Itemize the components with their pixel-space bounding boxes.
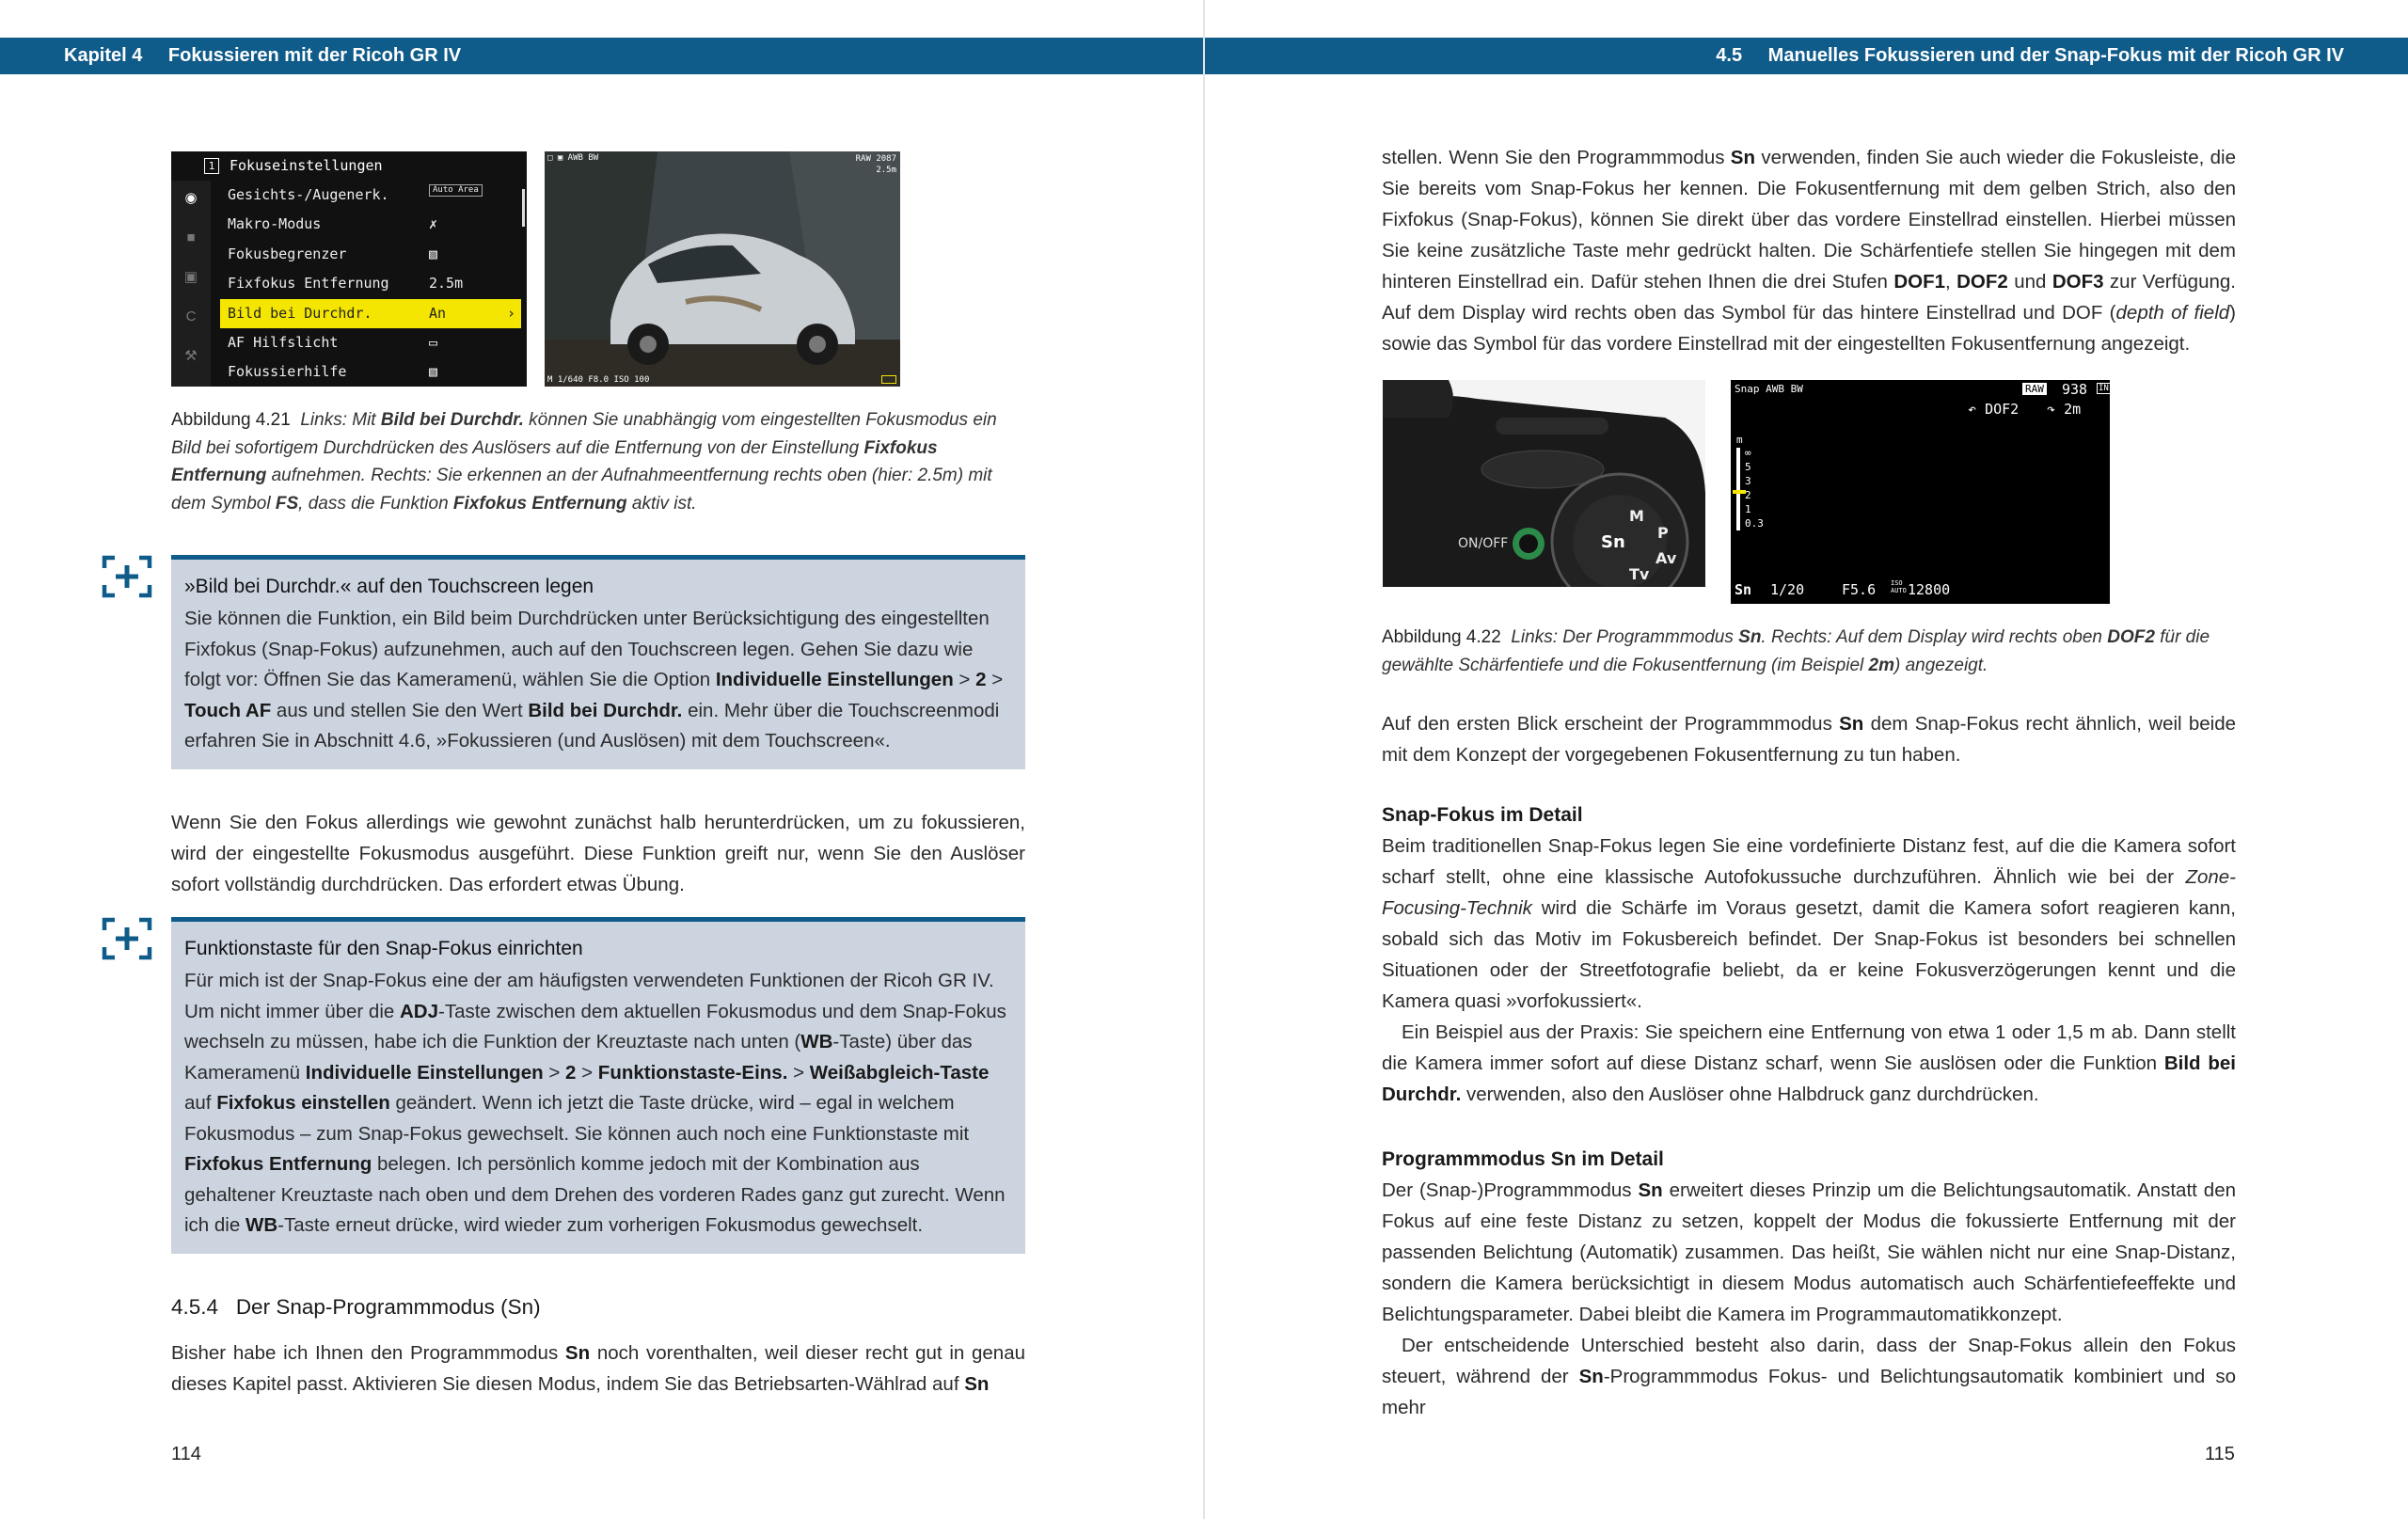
tip-box-text: Sie können die Funktion, ein Bild beim Durchdrücken unter Berücksichtigung des eingestellten Fixfokus (Snap-Fokus) aufzunehmen, auch auf den Touchscreen legen. Gehen Sie dazu wie folgt vor: Öffnen Sie das Kameramenü, wählen Sie die Option Individuelle Einstellungen > 2 > Touch AF aus und stellen Sie den Wert Bild bei Durchdr. ein. Mehr über die Touchscreenmodi erfahren Sie in Abschnitt 4.6, »Fokussieren (und Auslösen) mit dem Touchscreen«. bbox=[184, 608, 1004, 752]
lcd-top-left-icons: Snap AWB BW bbox=[1735, 383, 1803, 395]
menu-row bbox=[220, 328, 521, 357]
caption-text: aufnehmen. Rechts: Sie erkennen an der Aufnahmeentfernung rechts oben (hier: 2.5m) mit dem Symbol bbox=[171, 466, 992, 514]
caption-bold: Fixfokus Entfernung bbox=[171, 437, 938, 485]
menu-row bbox=[220, 269, 521, 298]
iso-label: ISO AUTO bbox=[1891, 579, 1907, 594]
focus-scale-marker bbox=[1733, 490, 1746, 494]
sn-dial-label: Sn bbox=[1601, 532, 1625, 552]
tip-box-touchscreen bbox=[171, 555, 1025, 769]
camera-mode-dial-photo bbox=[1383, 380, 1705, 587]
paragraph-text: Der (Snap-)Programmmodus Sn erweitert dieses Prinzip um die Belichtungsautomatik. Anstatt den Fokus auf eine feste Distanz zu setzen, koppelt der Modus die fokussierte Entfernung mit der passenden Belichtung (Automatik) zusammen. Das heißt, Sie wählen nicht nur eine Snap-Distanz, sondern die Kamera berücksichtigt in diesem Modus automatisch auch Schärfentiefeeffekte und Belichtungsparameter. Dabei bleibt die Kamera im Programmautomatikkonzept. bbox=[1382, 1179, 2236, 1325]
tip-icon bbox=[102, 555, 152, 598]
body-paragraph bbox=[171, 1337, 1025, 1400]
limiter-off-icon: ▧ bbox=[429, 245, 438, 262]
beetle-top-right bbox=[856, 153, 896, 176]
caption-bold: Fixfokus Entfernung bbox=[452, 493, 627, 514]
paragraph-text: Der entscheidende Unterschied besteht also darin, dass der Snap-Fokus allein den Fokus steuert, während der Sn-Programmmodus Fokus- und Belichtungsautomatik kombiniert und so mehr bbox=[1382, 1335, 2236, 1418]
body-paragraph bbox=[171, 807, 1025, 900]
paragraph-text: Bisher habe ich Ihnen den Programmmodus Sn noch vorenthalten, weil dieser recht gut in genau dieses Kapitel passt. Aktivieren Sie diesen Modus, indem Sie das Betriebsarten-Wählrad auf Sn bbox=[171, 1342, 1025, 1395]
body-paragraph bbox=[1382, 708, 2236, 770]
section-number: 4.5.4 bbox=[171, 1295, 219, 1319]
caption-text: Links: Mit bbox=[300, 410, 381, 430]
lcd-shutter: 1/20 bbox=[1770, 581, 1805, 598]
camera-lcd-screenshot bbox=[1731, 380, 2110, 604]
tip-box-text: Für mich ist der Snap-Fokus eine der am häufigsten verwendeten Funktionen der Ricoh GR IV. Um nicht immer über die ADJ-Taste zwischen dem aktuellen Fokusmodus und dem Snap-Fokus wechseln zu müssen, habe ich die Funktion der Kreuztaste nach unten (WB-Taste) über das Kameramenü Individuelle Einstellungen > 2 > Funktionstaste-Eins. > Weißabgleich-Taste auf Fixfokus einstellen geändert. Wenn ich jetzt die Taste drücke, wird – egal in welchem Fokusmodus – zum Snap-Fokus gewechselt. Sie können auch noch eine Funktionstaste mit Fixfokus Entfernung belegen. Ich persönlich komme jedoch mit der Kombination aus gehaltener Kreuztaste nach oben und dem Drehen des vorderen Rades ganz gut zurecht. Wenn ich die WB-Taste erneut drücke, wird wieder zum vorherigen Fokusmodus gewechselt. bbox=[184, 970, 1006, 1236]
wrench-icon: ⚒ bbox=[184, 348, 198, 364]
beetle-photo bbox=[545, 151, 900, 387]
assist-off-icon: ▧ bbox=[429, 363, 438, 380]
caption-bold: FS bbox=[275, 493, 299, 514]
caption-bold: Bild bei Durchdr. bbox=[380, 410, 524, 430]
menu-row-value: An bbox=[429, 305, 447, 322]
menu-row-label: Gesichts-/Augenerk. bbox=[228, 186, 389, 203]
menu-row-label: Fokusbegrenzer bbox=[228, 245, 347, 262]
svg-text:Tv: Tv bbox=[1629, 565, 1650, 583]
tip-box-title: Funktionstaste für den Snap-Fokus einrichten bbox=[184, 938, 583, 959]
paragraph-text: Ein Beispiel aus der Praxis: Sie speichern eine Entfernung von etwa 1 oder 1,5 m ab. Dann stellt die Kamera immer sofort auf diese Distanz scharf, wenn Sie auslösen oder die Funktion Bild bei Durchdr. verwenden, also den Auslöser ohne Halbdruck ganz durchdrücken. bbox=[1382, 1021, 2236, 1105]
paragraph-text: Wenn Sie den Fokus allerdings wie gewohnt zunächst halb herunterdrücken, um zu fokussieren, wird der eingestellte Fokusmodus ausgeführt. Diese Funktion greift nur, wenn Sie den Auslöser sofort vollständig durchdrücken. Das erfordert etwas Übung. bbox=[171, 812, 1025, 895]
menu-title: Fokuseinstellungen bbox=[230, 157, 383, 174]
video-icon: ■ bbox=[186, 229, 196, 245]
dof-readout: ↶ DOF2 bbox=[1968, 401, 2020, 418]
section-label: 4.5 bbox=[1716, 45, 1743, 66]
svg-text:Av: Av bbox=[1656, 549, 1677, 567]
section-title: Manuelles Fokussieren und der Snap-Fokus mit der Ricoh GR IV bbox=[1767, 45, 2344, 66]
figure-caption-4-22: Abbildung 4.22 Links: Der Programmmodus Sn. Rechts: Auf dem Display wird rechts oben DOF2 für die gewählte Schärfentiefe und die Fokusentfernung (im Beispiel 2m) angezeigt. bbox=[1382, 627, 2210, 675]
shot-count: 938 bbox=[2062, 381, 2088, 398]
menu-row-label: Fixfokus Entfernung bbox=[228, 275, 389, 292]
menu-row bbox=[220, 240, 521, 269]
running-header bbox=[1205, 38, 2408, 74]
caption-text: , dass die Funktion bbox=[298, 493, 453, 514]
paragraph-text: stellen. Wenn Sie den Programmmodus Sn verwenden, finden Sie auch wieder die Fokusleiste, die Sie bereits vom Snap-Fokus her kennen. Die Fokusentfernung mit dem gelben Strich, also den Fixfokus (Snap-Fokus), können Sie direkt über das vordere Einstellrad einstellen. Hierbei müssen Sie keine zusätzliche Taste mehr gedrückt halten. Die Schärfentiefe stellen Sie hingegen mit dem hinteren Einstellrad ein. Dafür stehen Ihnen die drei Stufen DOF1, DOF2 und DOF3 zur Verfügung. Auf dem Display wird rechts oben das Symbol für das hintere Einstellrad und DOF (depth of field) sowie das Symbol für das vordere Einstellrad mit der eingestellten Fokusentfernung angezeigt. bbox=[1382, 147, 2236, 355]
subsection-program-sn bbox=[1382, 1144, 2236, 1423]
menu-scrollbar bbox=[522, 189, 525, 227]
camera-icon: ◉ bbox=[184, 190, 198, 206]
menu-row bbox=[220, 357, 521, 387]
left-page bbox=[0, 0, 1203, 1519]
beetle-illustration bbox=[545, 151, 900, 387]
focus-scale-bar bbox=[1736, 448, 1740, 530]
paragraph-text: Beim traditionellen Snap-Fokus legen Sie eine vordefinierte Distanz fest, auf die die Kamera sofort scharf stellt, ohne eine klassische Autofokussuche durchzuführen. Ähnlich wie bei der Zone-Focusing-Technik wird die Schärfe im Voraus gesetzt, damit die Kamera sofort reagieren kann, sobald sich das Motiv im Fokusbereich befindet. Der Snap-Fokus ist besonders bei schnellen Situationen oder der Streetfotografie beliebt, da er keine Fokusverzögerungen kennt und die Kamera quasi »vorfokussiert«. bbox=[1382, 835, 2236, 1012]
chapter-title: Fokussieren mit der Ricoh GR IV bbox=[167, 45, 462, 66]
menu-page-number: 1 bbox=[204, 158, 219, 174]
figure-caption-4-21 bbox=[171, 406, 1025, 517]
raw-badge: RAW bbox=[2022, 383, 2047, 395]
lcd-iso: 12800 bbox=[1908, 581, 1951, 598]
menu-row bbox=[220, 210, 521, 239]
distance-value: 2m bbox=[2064, 401, 2082, 418]
battery-icon bbox=[881, 375, 896, 384]
section-heading bbox=[171, 1295, 1025, 1320]
menu-row-label: Fokussierhilfe bbox=[228, 363, 347, 380]
lcd-aperture: F5.6 bbox=[1842, 581, 1877, 598]
menu-sidebar bbox=[171, 181, 211, 387]
focus-menu-screenshot bbox=[171, 151, 527, 387]
section-title: Der Snap-Programmmodus (Sn) bbox=[235, 1295, 541, 1319]
body-paragraph bbox=[1382, 142, 2236, 359]
distance-readout: ↷ 2m bbox=[2047, 401, 2082, 418]
menu-row bbox=[220, 181, 521, 210]
caption-text: aktiv ist. bbox=[626, 493, 697, 514]
caption-label: Abbildung 4.22 bbox=[1382, 627, 1501, 647]
focus-distance: 2.5m bbox=[876, 166, 896, 175]
dof-value: DOF2 bbox=[1985, 401, 2020, 418]
menu-row-label: Makro-Modus bbox=[228, 215, 322, 232]
page-number: 115 bbox=[2205, 1444, 2235, 1464]
scale-unit: m bbox=[1736, 434, 1743, 446]
caption-text: können Sie unabhängig vom eingestellten Fokusmodus ein Bild bei sofortigem Durchdrücken des Auslösers auf die Entfernung von der Einstellung bbox=[171, 410, 997, 458]
subsection-snap-focus bbox=[1382, 799, 2236, 1110]
exposure-readout: M 1/640 F8.0 ISO 100 bbox=[547, 375, 650, 385]
beetle-status-icons: □ ▣ AWB BW bbox=[547, 153, 599, 163]
menu-row-value: 2.5m bbox=[429, 275, 464, 292]
menu-row-selected bbox=[220, 299, 521, 328]
menu-title-bar bbox=[171, 151, 527, 181]
subsection-title: Snap-Fokus im Detail bbox=[1382, 804, 1583, 826]
camera-illustration bbox=[1383, 380, 1705, 587]
af-light-icon: ▭ bbox=[429, 334, 438, 351]
playback-icon: ▣ bbox=[183, 269, 198, 285]
page-number: 114 bbox=[171, 1444, 201, 1464]
raw-count: RAW 2087 bbox=[855, 154, 896, 164]
menu-row-label: Bild bei Durchdr. bbox=[228, 305, 372, 322]
custom-icon: C bbox=[185, 309, 197, 324]
subsection-title: Programmmodus Sn im Detail bbox=[1382, 1148, 1664, 1170]
menu-row-value: Auto Area bbox=[429, 184, 483, 197]
menu-row-label: AF Hilfslicht bbox=[228, 334, 339, 351]
caption-label: Abbildung 4.21 bbox=[171, 410, 291, 430]
svg-text:P: P bbox=[1657, 524, 1669, 542]
chevron-right-icon: › bbox=[506, 305, 515, 322]
chapter-label: Kapitel 4 bbox=[64, 45, 143, 66]
paragraph-text: Auf den ersten Blick erscheint der Programmmodus Sn dem Snap-Fokus recht ähnlich, weil beide mit dem Konzept der vorgegebenen Fokusentfernung zu tun haben. bbox=[1382, 713, 2237, 766]
card-icon: IN bbox=[2099, 384, 2109, 393]
tip-box-snap-key bbox=[171, 917, 1025, 1254]
onoff-label: ON/OFF bbox=[1458, 536, 1509, 551]
running-header bbox=[0, 38, 1203, 74]
tip-icon bbox=[102, 917, 152, 960]
lcd-mode: Sn bbox=[1735, 581, 1752, 598]
tip-box-title: »Bild bei Durchdr.« auf den Touchscreen legen bbox=[184, 576, 594, 597]
svg-text:M: M bbox=[1629, 507, 1644, 525]
macro-off-icon: ✗ bbox=[429, 215, 438, 232]
focus-scale-labels: ∞ 5 3 2 1 0.3 bbox=[1745, 447, 1764, 530]
